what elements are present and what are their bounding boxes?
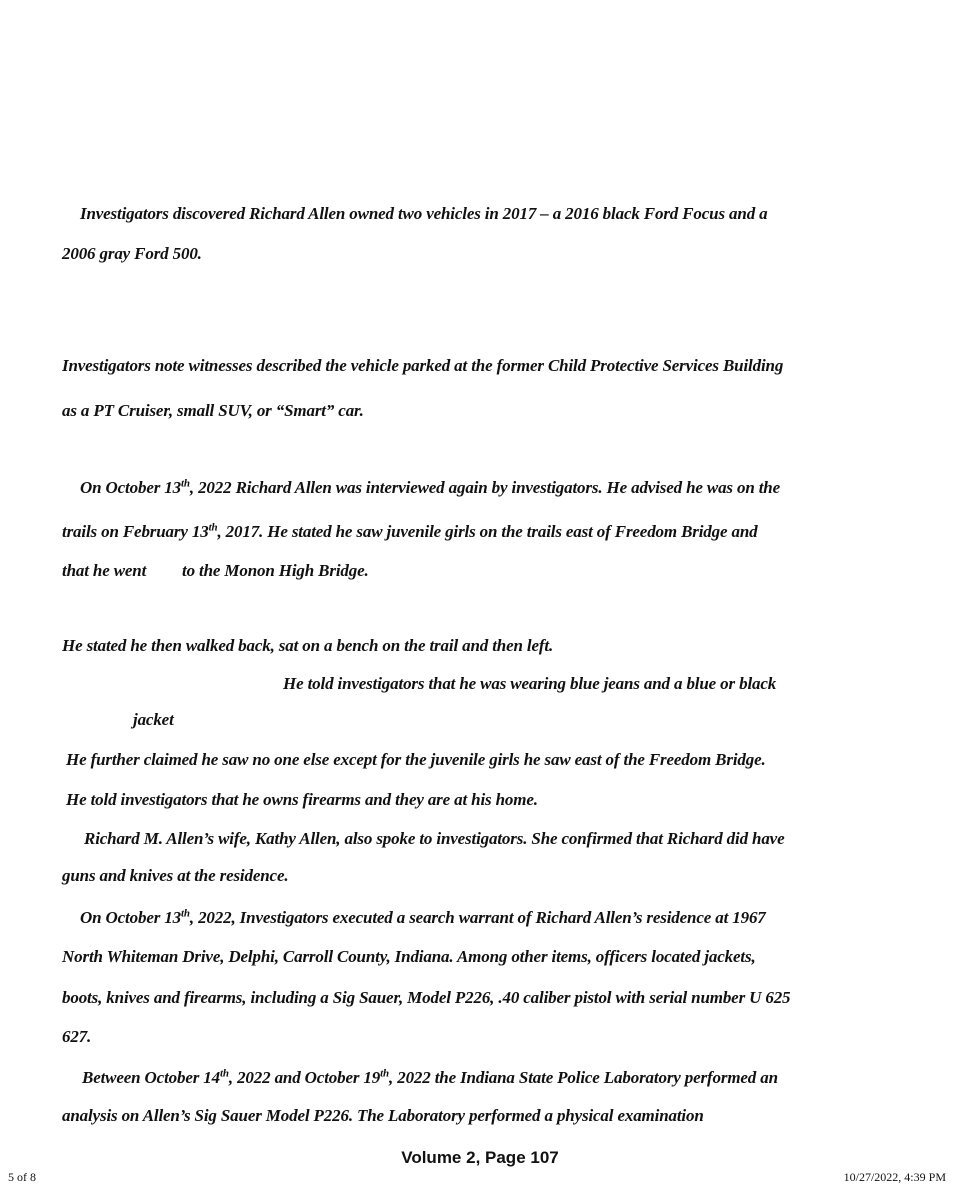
paragraph-vehicles xyxy=(80,204,768,224)
volume-page-label: Volume 2, Page 107 xyxy=(401,1148,559,1167)
paragraph-wife-cont xyxy=(62,866,288,886)
paragraph-witnesses-cont xyxy=(62,401,364,421)
text-segment: Between October 14 xyxy=(82,1068,220,1087)
paragraph-no-one-else xyxy=(66,750,766,770)
paragraph-clothing-cont xyxy=(133,710,174,730)
paragraph-search-cont3 xyxy=(62,1027,91,1047)
paragraph-lab-cont xyxy=(62,1106,704,1126)
paragraph-search-cont xyxy=(62,947,756,967)
text-line: He told investigators that he owns firearms and they are at his home. xyxy=(66,790,538,809)
text-line: He told investigators that he was wearing blue jeans and a blue or black xyxy=(283,674,777,693)
paragraph-clothing xyxy=(283,674,776,694)
paragraph-walked-back xyxy=(62,636,553,656)
text-line: guns and knives at the residence. xyxy=(62,866,289,885)
text-segment: , 2022 and October 19 xyxy=(228,1068,381,1087)
paragraph-search-cont2 xyxy=(62,988,790,1008)
text-segment: On October 13 xyxy=(80,478,181,497)
superscript: th xyxy=(380,1067,390,1080)
superscript: th xyxy=(181,477,190,490)
text-segment: , 2022 the Indiana State Police Laboratory performed an xyxy=(389,1068,778,1087)
paragraph-vehicles-cont xyxy=(62,244,202,264)
text-line: He stated he then walked back, sat on a bench on the trail and then left. xyxy=(62,636,554,655)
text-line: as a PT Cruiser, small SUV, or “Smart” car. xyxy=(62,401,364,420)
print-timestamp: 10/27/2022, 4:39 PM xyxy=(843,1170,946,1184)
superscript: th xyxy=(220,1067,229,1080)
text-segment: , 2022 Richard Allen was interviewed again by investigators. He advised he was on the xyxy=(189,478,781,497)
paragraph-interview xyxy=(80,478,780,498)
text-line: jacket xyxy=(133,710,174,729)
paragraph-firearms xyxy=(66,790,538,810)
text-line: boots, knives and firearms, including a Sig Sauer, Model P226, .40 caliber pistol with serial number U 625 xyxy=(62,988,791,1007)
paragraph-search xyxy=(80,908,766,928)
page-count: 5 of 8 xyxy=(8,1170,36,1184)
text-segment: On October 13 xyxy=(80,908,181,927)
text-segment: trails on February 13 xyxy=(62,522,209,541)
text-line: Richard M. Allen’s wife, Kathy Allen, also spoke to investigators. She confirmed that Richard did have xyxy=(84,829,785,848)
text-line: He further claimed he saw no one else except for the juvenile girls he saw east of the Freedom Bridge. xyxy=(66,750,766,769)
paragraph-interview-cont xyxy=(62,522,758,542)
paragraph-wife xyxy=(84,829,784,849)
text-segment: , 2022, Investigators executed a search warrant of Richard Allen’s residence at 1967 xyxy=(189,908,766,927)
text-line: 2006 gray Ford 500. xyxy=(62,244,202,263)
text-line: North Whiteman Drive, Delphi, Carroll County, Indiana. Among other items, officers located jackets, xyxy=(62,947,756,966)
paragraph-witnesses xyxy=(62,356,783,376)
text-segment: that he went xyxy=(62,561,147,580)
paragraph-interview-cont3 xyxy=(182,561,369,581)
text-line: Investigators note witnesses described the vehicle parked at the former Child Protective Services Building xyxy=(62,356,784,375)
text-line: analysis on Allen’s Sig Sauer Model P226. The Laboratory performed a physical examination xyxy=(62,1106,704,1125)
text-line: Investigators discovered Richard Allen owned two vehicles in 2017 – a 2016 black Ford Focus and a xyxy=(80,204,768,223)
superscript: th xyxy=(181,907,190,920)
text-line: 627. xyxy=(62,1027,92,1046)
text-segment: , 2017. He stated he saw juvenile girls on the trails east of Freedom Bridge and xyxy=(217,522,758,541)
text-segment: to the Monon High Bridge. xyxy=(182,561,369,580)
paragraph-lab xyxy=(82,1068,778,1088)
paragraph-interview-cont2 xyxy=(62,561,146,581)
superscript: th xyxy=(208,521,218,534)
